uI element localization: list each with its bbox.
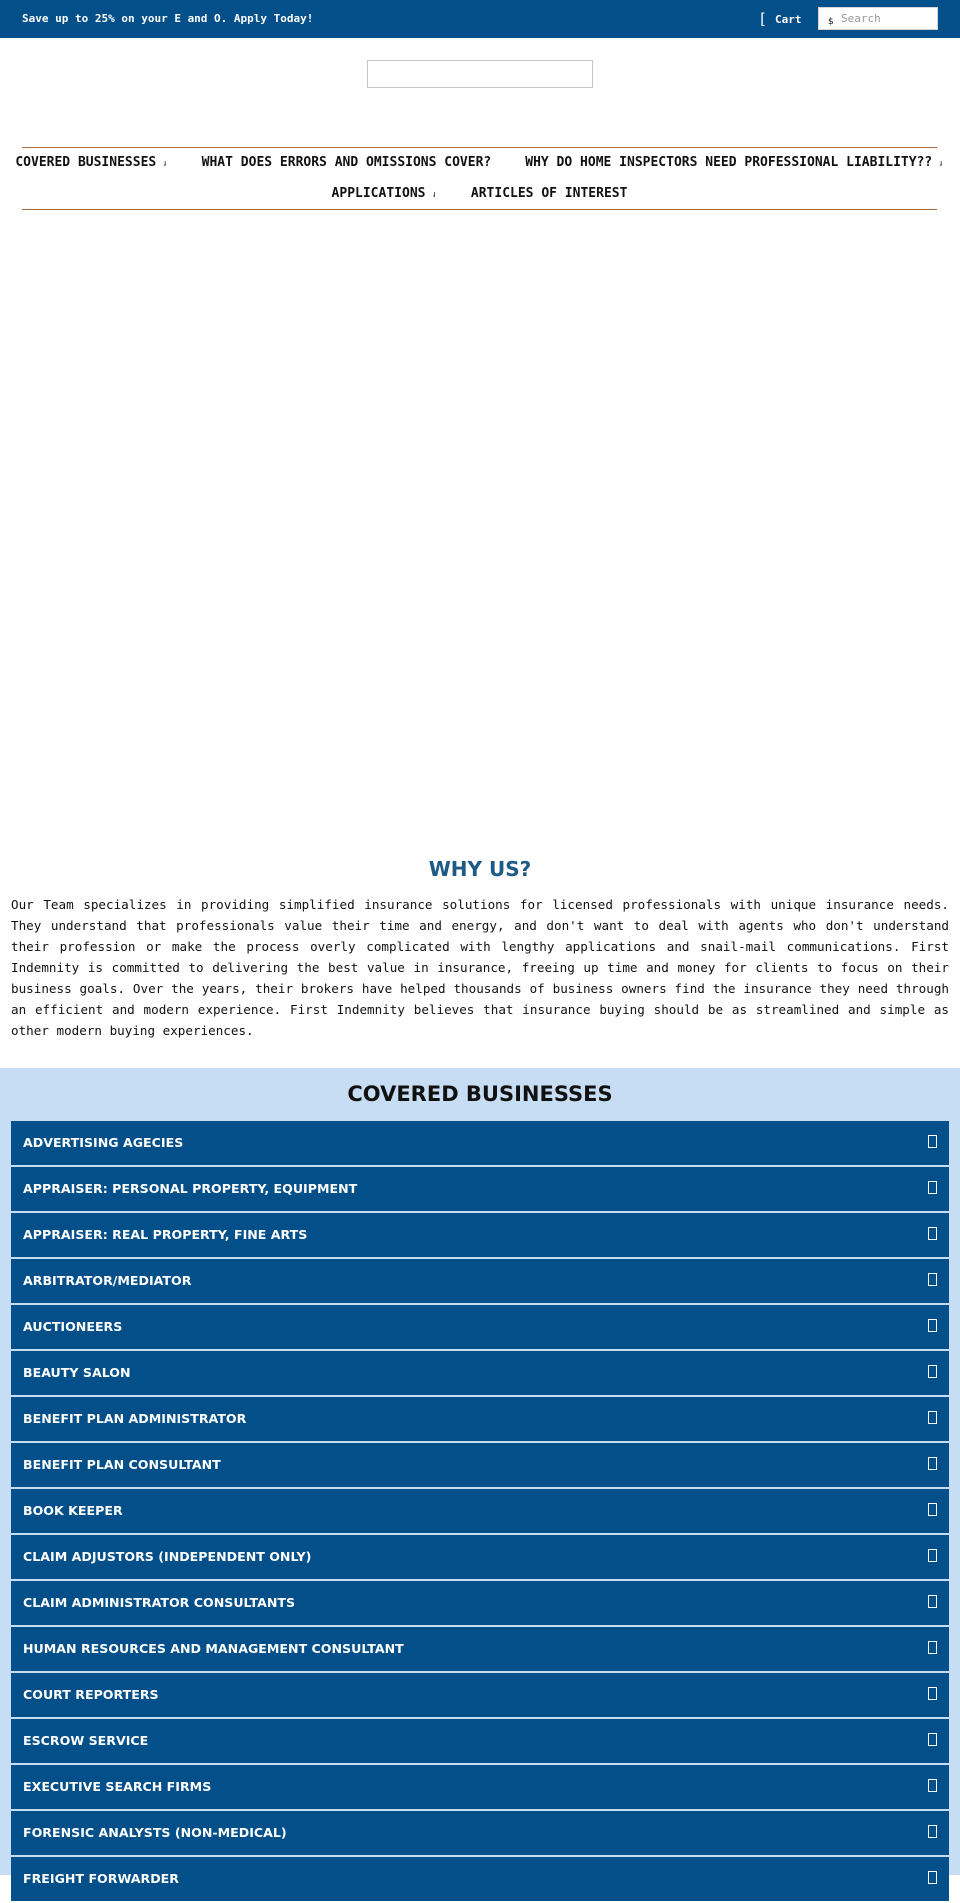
accordion-item-label: APPRAISER: PERSONAL PROPERTY, EQUIPMENT xyxy=(23,1181,358,1196)
nav-item-label: WHAT DOES ERRORS AND OMISSIONS COVER? xyxy=(201,155,492,170)
accordion-item[interactable] xyxy=(11,1673,949,1717)
announcement-bar xyxy=(0,0,960,38)
nav-item-label: COVERED BUSINESSES xyxy=(15,155,157,170)
cart-icon: [ xyxy=(758,9,768,28)
accordion-item[interactable] xyxy=(11,1627,949,1671)
why-us-title: WHY US? xyxy=(428,857,532,881)
accordion-item-label: ARBITRATOR/MEDIATOR xyxy=(23,1273,192,1288)
accordion-item[interactable] xyxy=(11,1351,949,1395)
nav-row xyxy=(22,186,937,201)
accordion-item[interactable] xyxy=(11,1397,949,1441)
accordion-item[interactable] xyxy=(11,1213,949,1257)
accordion-item[interactable] xyxy=(11,1857,949,1901)
expand-icon[interactable] xyxy=(928,1779,937,1792)
expand-icon[interactable] xyxy=(928,1411,937,1424)
accordion-item-label: CLAIM ADMINISTRATOR CONSULTANTS xyxy=(23,1595,296,1610)
accordion-item[interactable] xyxy=(11,1443,949,1487)
business-accordion xyxy=(11,1121,949,1903)
accordion-item-label: BOOK KEEPER xyxy=(23,1503,123,1518)
accordion-item-label: COURT REPORTERS xyxy=(23,1687,159,1702)
chevron-down-icon[interactable]: ⇃ xyxy=(938,158,944,169)
expand-icon[interactable] xyxy=(928,1365,937,1378)
accordion-item[interactable] xyxy=(11,1305,949,1349)
accordion-item-label: BEAUTY SALON xyxy=(23,1365,131,1380)
nav-row xyxy=(15,155,944,170)
nav-item-articles-of-interest[interactable] xyxy=(471,186,628,201)
nav-item-what-does-errors-and-omissions-cover[interactable] xyxy=(202,155,492,170)
nav-item-why-do-home-inspectors-need-professional-liability[interactable] xyxy=(525,155,943,170)
nav-item-label: WHY DO HOME INSPECTORS NEED PROFESSIONAL LIABILITY?? xyxy=(525,155,933,170)
promo-text: Save up to 25% on your E and O. Apply Today! xyxy=(22,12,314,25)
expand-icon[interactable] xyxy=(928,1503,937,1516)
expand-icon[interactable] xyxy=(928,1641,937,1654)
expand-icon[interactable] xyxy=(928,1549,937,1562)
chevron-down-icon[interactable]: ⇃ xyxy=(431,189,437,200)
expand-icon[interactable] xyxy=(928,1687,937,1700)
accordion-item[interactable] xyxy=(11,1765,949,1809)
accordion-item[interactable] xyxy=(11,1259,949,1303)
expand-icon[interactable] xyxy=(928,1825,937,1838)
expand-icon[interactable] xyxy=(928,1181,937,1194)
accordion-item-label: APPRAISER: REAL PROPERTY, FINE ARTS xyxy=(23,1227,308,1242)
nav-item-label: ARTICLES OF INTEREST xyxy=(470,186,628,201)
search-icon[interactable]: $ xyxy=(828,17,834,27)
accordion-item[interactable] xyxy=(11,1535,949,1579)
accordion-item-label: CLAIM ADJUSTORS (INDEPENDENT ONLY) xyxy=(23,1549,312,1564)
accordion-item[interactable] xyxy=(11,1121,949,1165)
accordion-item[interactable] xyxy=(11,1489,949,1533)
accordion-item[interactable] xyxy=(11,1167,949,1211)
site-logo[interactable] xyxy=(367,60,593,88)
expand-icon[interactable] xyxy=(928,1595,937,1608)
accordion-item[interactable] xyxy=(11,1581,949,1625)
accordion-item-label: AUCTIONEERS xyxy=(23,1319,123,1334)
cart-label: Cart xyxy=(775,12,802,26)
accordion-item-label: ADVERTISING AGECIES xyxy=(23,1135,184,1150)
nav-item-applications[interactable] xyxy=(332,186,437,201)
expand-icon[interactable] xyxy=(928,1227,937,1240)
accordion-item-label: BENEFIT PLAN CONSULTANT xyxy=(23,1457,221,1472)
expand-icon[interactable] xyxy=(928,1319,937,1332)
covered-businesses-title: COVERED BUSINESSES xyxy=(347,1082,613,1106)
accordion-item-label: FORENSIC ANALYSTS (NON-MEDICAL) xyxy=(23,1825,287,1840)
accordion-item-label: BENEFIT PLAN ADMINISTRATOR xyxy=(23,1411,247,1426)
main-nav xyxy=(15,147,944,210)
expand-icon[interactable] xyxy=(928,1457,937,1470)
expand-icon[interactable] xyxy=(928,1135,937,1148)
accordion-item[interactable] xyxy=(11,1811,949,1855)
accordion-item-label: FREIGHT FORWARDER xyxy=(23,1871,179,1886)
cart-link[interactable] xyxy=(758,10,802,28)
accordion-item-label: HUMAN RESOURCES AND MANAGEMENT CONSULTANT xyxy=(23,1641,404,1656)
chevron-down-icon[interactable]: ⇃ xyxy=(162,158,168,169)
accordion-item[interactable] xyxy=(11,1719,949,1763)
nav-item-covered-businesses[interactable] xyxy=(15,155,167,170)
accordion-item-label: ESCROW SERVICE xyxy=(23,1733,149,1748)
search-input[interactable] xyxy=(841,8,935,29)
accordion-item-label: EXECUTIVE SEARCH FIRMS xyxy=(23,1779,212,1794)
expand-icon[interactable] xyxy=(928,1733,937,1746)
expand-icon[interactable] xyxy=(928,1871,937,1884)
search-box[interactable] xyxy=(818,7,938,30)
expand-icon[interactable] xyxy=(928,1273,937,1286)
nav-item-label: APPLICATIONS xyxy=(331,186,426,201)
why-us-text: Our Team specializes in providing simplified insurance solutions for licensed professionals with unique insurance needs. They understand that professionals value their time and energy, and don't want to deal with agents who don't understand their profession or make the process overly complicated with lengthy applications and snail-mail communications. First Indemnity is committed to delivering the best value in insurance, freeing up time and money for clients to focus on their business goals. Over the years, their brokers have helped thousands of business owners find the insurance they need through an efficient and modern experience. First Indemnity believes that insurance buying should be as streamlined and simple as other modern buying experiences. xyxy=(11,897,949,1038)
covered-businesses-section xyxy=(0,1068,960,1886)
